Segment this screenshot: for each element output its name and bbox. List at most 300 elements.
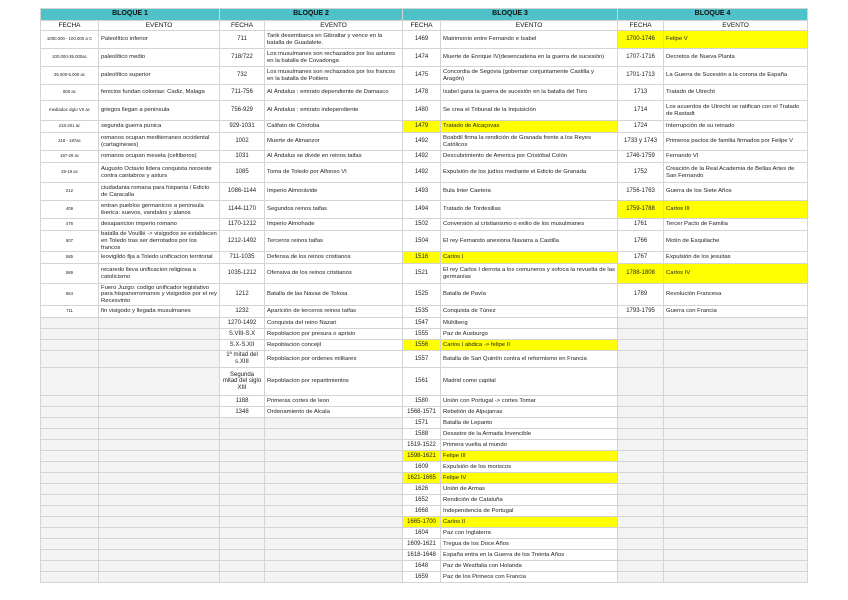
fecha-cell[interactable]: 1031 [220, 151, 265, 163]
empty-cell[interactable] [664, 440, 808, 451]
fecha-cell[interactable]: 711-1035 [220, 252, 265, 264]
fecha-cell[interactable]: 1648 [403, 561, 441, 572]
empty-cell[interactable] [618, 550, 664, 561]
empty-cell[interactable] [99, 484, 220, 495]
evento-cell[interactable]: Unión de Armas [441, 484, 618, 495]
fecha-cell[interactable]: 1086-1144 [220, 183, 265, 201]
empty-cell[interactable] [618, 484, 664, 495]
fecha-cell[interactable]: 1547 [403, 318, 441, 329]
evento-cell[interactable]: Creación de la Real Academia de Bellas Artes de San Fernando [664, 163, 808, 183]
evento-cell[interactable]: Carlos I abdica -> felipe II [441, 340, 618, 351]
evento-cell[interactable]: Bula Inter Caetera [441, 183, 618, 201]
evento-cell[interactable]: Se crea el Tribunal de la Inquisición [441, 101, 618, 121]
evento-cell[interactable]: Los musulmanes son rechazados por los francos en la batalla de Poitiers [265, 67, 403, 85]
empty-cell[interactable] [664, 484, 808, 495]
empty-cell[interactable] [618, 539, 664, 550]
empty-cell[interactable] [265, 429, 403, 440]
empty-cell[interactable] [220, 572, 265, 583]
empty-cell[interactable] [99, 561, 220, 572]
evento-cell[interactable]: leovigildo fija a Toledo unificacion territorial [99, 252, 220, 264]
empty-cell[interactable] [41, 484, 99, 495]
evento-cell[interactable]: Guerra de los Siete Años [664, 183, 808, 201]
fecha-cell[interactable]: 800 ac [41, 85, 99, 101]
empty-cell[interactable] [618, 329, 664, 340]
empty-cell[interactable] [99, 572, 220, 583]
fecha-header-2[interactable]: FECHA [220, 21, 265, 31]
empty-cell[interactable] [664, 407, 808, 418]
fecha-cell[interactable]: 1756-1763 [618, 183, 664, 201]
fecha-cell[interactable]: 218-201 ac [41, 121, 99, 133]
fecha-cell[interactable]: 654 [41, 284, 99, 306]
evento-cell[interactable]: La Guerra de Sucesión a la corona de España [664, 67, 808, 85]
empty-cell[interactable] [41, 429, 99, 440]
fecha-cell[interactable]: 1621-1665 [403, 473, 441, 484]
fecha-cell[interactable]: 1714 [618, 101, 664, 121]
evento-cell[interactable]: Los acuerdos de Utrecht se ratifican con el Tratado de Rastadt [664, 101, 808, 121]
empty-cell[interactable] [99, 517, 220, 528]
evento-cell[interactable]: Batalla de Lepanto [441, 418, 618, 429]
empty-cell[interactable] [265, 473, 403, 484]
evento-cell[interactable]: Aparición de terceros reinos taifas [265, 306, 403, 318]
empty-cell[interactable] [265, 572, 403, 583]
empty-cell[interactable] [618, 528, 664, 539]
evento-cell[interactable]: Paz de Ausburgo [441, 329, 618, 340]
empty-cell[interactable] [41, 440, 99, 451]
fecha-cell[interactable]: Segunda mitad del siglo XIII [220, 368, 265, 396]
evento-cell[interactable]: Expulsión de los jesuitas [664, 252, 808, 264]
fecha-cell[interactable]: 1788-1808 [618, 264, 664, 284]
empty-cell[interactable] [664, 473, 808, 484]
empty-cell[interactable] [265, 506, 403, 517]
fecha-cell[interactable]: 1519-1522 [403, 440, 441, 451]
fecha-header-4[interactable]: FECHA [618, 21, 664, 31]
bloque-4-header[interactable]: BLOQUE 4 [618, 9, 808, 21]
empty-cell[interactable] [265, 550, 403, 561]
empty-cell[interactable] [220, 528, 265, 539]
empty-cell[interactable] [99, 550, 220, 561]
evento-cell[interactable]: Carlos III [664, 201, 808, 219]
evento-cell[interactable]: Al Ándalus se divide en reinos taifas [265, 151, 403, 163]
empty-cell[interactable] [41, 539, 99, 550]
empty-cell[interactable] [220, 550, 265, 561]
evento-cell[interactable]: Felipe III [441, 451, 618, 462]
empty-cell[interactable] [664, 351, 808, 368]
empty-cell[interactable] [618, 396, 664, 407]
evento-cell[interactable]: Al Ándalus : emirato dependiente de Damasco [265, 85, 403, 101]
evento-cell[interactable]: Isabel gana la guerra de sucesión en la batalla del Toro [441, 85, 618, 101]
empty-cell[interactable] [265, 528, 403, 539]
fecha-cell[interactable]: 1604 [403, 528, 441, 539]
empty-cell[interactable] [220, 484, 265, 495]
evento-cell[interactable]: Motín de Esquilache [664, 231, 808, 252]
empty-cell[interactable] [664, 429, 808, 440]
evento-cell[interactable]: Defensa de los reinos cristianos [265, 252, 403, 264]
fecha-cell[interactable]: 1789 [618, 284, 664, 306]
evento-cell[interactable]: desaparicion imperio romano [99, 219, 220, 231]
fecha-cell[interactable]: 732 [220, 67, 265, 85]
empty-cell[interactable] [265, 440, 403, 451]
evento-cell[interactable]: romanos ocupan mediterraneo occidental (cartagineses) [99, 133, 220, 151]
fecha-cell[interactable]: 29-19 ac [41, 163, 99, 183]
empty-cell[interactable] [618, 506, 664, 517]
fecha-cell[interactable]: 1659 [403, 572, 441, 583]
empty-cell[interactable] [265, 561, 403, 572]
empty-cell[interactable] [41, 528, 99, 539]
evento-cell[interactable]: Al Ándalus : emirato independiente [265, 101, 403, 121]
fecha-cell[interactable]: 1571 [403, 418, 441, 429]
fecha-cell[interactable]: 711 [41, 306, 99, 318]
evento-header-2[interactable]: EVENTO [265, 21, 403, 31]
fecha-cell[interactable]: 1469 [403, 31, 441, 49]
empty-cell[interactable] [220, 506, 265, 517]
fecha-cell[interactable]: 35.000-5.000 ac [41, 67, 99, 85]
evento-cell[interactable]: Unión con Portugal -> cortes Tomar [441, 396, 618, 407]
evento-cell[interactable]: Conversión al cristianismo o exilio de los musulmanes [441, 219, 618, 231]
empty-cell[interactable] [99, 473, 220, 484]
evento-cell[interactable]: Batalla de San Quintín contra el reformismo en Francia [441, 351, 618, 368]
evento-cell[interactable]: Toma de Toledo por Alfonso VI [265, 163, 403, 183]
fecha-cell[interactable]: 1492 [403, 133, 441, 151]
fecha-cell[interactable]: 218 - 197ac [41, 133, 99, 151]
empty-cell[interactable] [618, 451, 664, 462]
fecha-cell[interactable]: 1557 [403, 351, 441, 368]
evento-cell[interactable]: Batalla de Pavía [441, 284, 618, 306]
fecha-cell[interactable]: 1665-1700 [403, 517, 441, 528]
fecha-cell[interactable]: 476 [41, 219, 99, 231]
fecha-cell[interactable]: 1478 [403, 85, 441, 101]
fecha-cell[interactable]: 1493 [403, 183, 441, 201]
empty-cell[interactable] [664, 539, 808, 550]
evento-cell[interactable]: Rendición de Cataluña [441, 495, 618, 506]
empty-cell[interactable] [41, 506, 99, 517]
empty-cell[interactable] [99, 329, 220, 340]
evento-cell[interactable]: Conquista de Túnez [441, 306, 618, 318]
fecha-cell[interactable]: 711-756 [220, 85, 265, 101]
empty-cell[interactable] [41, 495, 99, 506]
evento-cell[interactable]: Batalla de las Navas de Tolosa [265, 284, 403, 306]
evento-cell[interactable]: Tercer Pacto de Familia [664, 219, 808, 231]
empty-cell[interactable] [99, 368, 220, 396]
empty-cell[interactable] [618, 517, 664, 528]
evento-cell[interactable]: Ordenamiento de Alcala [265, 407, 403, 418]
empty-cell[interactable] [99, 407, 220, 418]
evento-cell[interactable]: Felipe V [664, 31, 808, 49]
evento-cell[interactable]: Guerra con Francia [664, 306, 808, 318]
fecha-cell[interactable]: 1752 [618, 163, 664, 183]
evento-header-3[interactable]: EVENTO [441, 21, 618, 31]
evento-cell[interactable]: Muerte de Enrique IV(desencadena en la guerra de sucesión) [441, 49, 618, 67]
fecha-cell[interactable]: 929-1031 [220, 121, 265, 133]
evento-cell[interactable]: El rey Fernando anexiona Navarra a Castilla [441, 231, 618, 252]
evento-cell[interactable]: Revolución Francesa [664, 284, 808, 306]
evento-cell[interactable]: Terceros reinos taifas [265, 231, 403, 252]
fecha-cell[interactable]: 1232 [220, 306, 265, 318]
evento-cell[interactable]: Matrimonio entre Fernando e Isabel [441, 31, 618, 49]
evento-cell[interactable]: fenicios fundan colonias: Cadiz, Malaga [99, 85, 220, 101]
evento-cell[interactable]: Desastre de la Armada Invencible [441, 429, 618, 440]
fecha-cell[interactable]: 1588 [403, 429, 441, 440]
fecha-cell[interactable]: 1502 [403, 219, 441, 231]
fecha-cell[interactable]: 1535 [403, 306, 441, 318]
fecha-cell[interactable]: 1000.000 - 100.000 a C [41, 31, 99, 49]
empty-cell[interactable] [41, 517, 99, 528]
evento-cell[interactable]: Fuero Juzgo: codigo unificador legislativo para hispanorromanos y visigodos por el rey Recesvinto [99, 284, 220, 306]
empty-cell[interactable] [664, 318, 808, 329]
fecha-cell[interactable]: 409 [41, 201, 99, 219]
empty-cell[interactable] [664, 396, 808, 407]
fecha-cell[interactable]: S.VIII-S.X [220, 329, 265, 340]
empty-cell[interactable] [99, 528, 220, 539]
evento-cell[interactable]: Primeras cortes de leon [265, 396, 403, 407]
empty-cell[interactable] [618, 407, 664, 418]
empty-cell[interactable] [41, 451, 99, 462]
fecha-cell[interactable]: 1525 [403, 284, 441, 306]
empty-cell[interactable] [664, 451, 808, 462]
fecha-cell[interactable]: 100.000-35.000ac [41, 49, 99, 67]
empty-cell[interactable] [265, 451, 403, 462]
fecha-cell[interactable]: mediados siglo VII ac [41, 101, 99, 121]
empty-cell[interactable] [618, 340, 664, 351]
fecha-cell[interactable]: 711 [220, 31, 265, 49]
fecha-cell[interactable]: 1480 [403, 101, 441, 121]
empty-cell[interactable] [220, 462, 265, 473]
empty-cell[interactable] [220, 429, 265, 440]
evento-cell[interactable]: Rebelión de Alpujarras [441, 407, 618, 418]
empty-cell[interactable] [41, 351, 99, 368]
evento-cell[interactable]: Conquista del reino Nazari [265, 318, 403, 329]
evento-cell[interactable]: Tratado de Utrecht [664, 85, 808, 101]
empty-cell[interactable] [664, 462, 808, 473]
fecha-cell[interactable]: 1144-1170 [220, 201, 265, 219]
empty-cell[interactable] [664, 506, 808, 517]
empty-cell[interactable] [41, 329, 99, 340]
empty-cell[interactable] [99, 351, 220, 368]
evento-cell[interactable]: Primera vuelta al mundo [441, 440, 618, 451]
evento-cell[interactable]: fin visigodo y llegada musulmanes [99, 306, 220, 318]
evento-cell[interactable]: Ofensiva de los reinos cristianos [265, 264, 403, 284]
empty-cell[interactable] [99, 462, 220, 473]
fecha-cell[interactable]: 1713 [618, 85, 664, 101]
fecha-cell[interactable]: 1555 [403, 329, 441, 340]
evento-cell[interactable]: romanos ocupan meseta (celtiberos) [99, 151, 220, 163]
fecha-cell[interactable]: 1700-1746 [618, 31, 664, 49]
fecha-cell[interactable]: 1474 [403, 49, 441, 67]
empty-cell[interactable] [664, 561, 808, 572]
fecha-header-1[interactable]: FECHA [41, 21, 99, 31]
empty-cell[interactable] [618, 418, 664, 429]
fecha-cell[interactable]: 1492 [403, 163, 441, 183]
fecha-cell[interactable]: 1521 [403, 264, 441, 284]
evento-cell[interactable]: Muerte de Almanzor [265, 133, 403, 151]
empty-cell[interactable] [664, 418, 808, 429]
empty-cell[interactable] [618, 440, 664, 451]
empty-cell[interactable] [664, 495, 808, 506]
empty-cell[interactable] [41, 572, 99, 583]
fecha-cell[interactable]: 589 [41, 264, 99, 284]
empty-cell[interactable] [618, 572, 664, 583]
evento-cell[interactable]: Primeros pactos de familia firmados por Felipe V [664, 133, 808, 151]
evento-cell[interactable]: Carlos I [441, 252, 618, 264]
empty-cell[interactable] [99, 539, 220, 550]
fecha-cell[interactable]: 1733 y 1743 [618, 133, 664, 151]
fecha-cell[interactable]: 1494 [403, 201, 441, 219]
evento-cell[interactable]: ciudadania romana para hispania / Edicto de Caracalla [99, 183, 220, 201]
empty-cell[interactable] [265, 462, 403, 473]
empty-cell[interactable] [265, 484, 403, 495]
empty-cell[interactable] [618, 473, 664, 484]
evento-header-4[interactable]: EVENTO [664, 21, 808, 31]
empty-cell[interactable] [99, 418, 220, 429]
empty-cell[interactable] [265, 418, 403, 429]
empty-cell[interactable] [220, 561, 265, 572]
empty-cell[interactable] [220, 418, 265, 429]
empty-cell[interactable] [41, 368, 99, 396]
fecha-cell[interactable]: 718/722 [220, 49, 265, 67]
evento-cell[interactable]: Independencia de Portugal [441, 506, 618, 517]
empty-cell[interactable] [41, 561, 99, 572]
evento-cell[interactable]: entran pueblos germanicos a peninsula iberica: suevos, vandalos y alanos [99, 201, 220, 219]
evento-cell[interactable]: Interrupción de su reinado [664, 121, 808, 133]
evento-cell[interactable]: Segundos reinos taifas [265, 201, 403, 219]
empty-cell[interactable] [220, 517, 265, 528]
empty-cell[interactable] [220, 539, 265, 550]
evento-cell[interactable]: Repoblacion por ordenes militares [265, 351, 403, 368]
fecha-cell[interactable]: 585 [41, 252, 99, 264]
empty-cell[interactable] [664, 517, 808, 528]
fecha-cell[interactable]: 1668 [403, 506, 441, 517]
fecha-cell[interactable]: 1793-1795 [618, 306, 664, 318]
fecha-cell[interactable]: 1609-1621 [403, 539, 441, 550]
fecha-cell[interactable]: 1479 [403, 121, 441, 133]
fecha-cell[interactable]: 197-29 ac [41, 151, 99, 163]
empty-cell[interactable] [618, 351, 664, 368]
evento-cell[interactable]: Tarik desembarca en Gibraltar y vence en la batalla de Guadalete. [265, 31, 403, 49]
evento-cell[interactable]: España entra en la Guerra de los Treinta Años [441, 550, 618, 561]
bloque-3-header[interactable]: BLOQUE 3 [403, 9, 618, 21]
evento-cell[interactable]: Tratado de Alcaçovas [441, 121, 618, 133]
fecha-cell[interactable]: 1766 [618, 231, 664, 252]
evento-cell[interactable]: Concordia de Segovia (gobernar conjuntamente Castilla y Aragón) [441, 67, 618, 85]
fecha-cell[interactable]: 1568-1571 [403, 407, 441, 418]
fecha-cell[interactable]: 1348 [220, 407, 265, 418]
fecha-cell[interactable]: 1492 [403, 151, 441, 163]
empty-cell[interactable] [664, 340, 808, 351]
empty-cell[interactable] [99, 440, 220, 451]
empty-cell[interactable] [41, 418, 99, 429]
fecha-cell[interactable]: 1626 [403, 484, 441, 495]
evento-cell[interactable]: paleolítico medio [99, 49, 220, 67]
fecha-cell[interactable]: 1746-1759 [618, 151, 664, 163]
evento-cell[interactable]: Paz de los Pirineos con Francia [441, 572, 618, 583]
empty-cell[interactable] [99, 318, 220, 329]
fecha-cell[interactable]: 212 [41, 183, 99, 201]
fecha-cell[interactable]: 1652 [403, 495, 441, 506]
evento-cell[interactable]: Fernando VI [664, 151, 808, 163]
fecha-cell[interactable]: 1516 [403, 252, 441, 264]
empty-cell[interactable] [618, 368, 664, 396]
evento-cell[interactable]: Repoblacion por repartimientos [265, 368, 403, 396]
fecha-cell[interactable]: 507 [41, 231, 99, 252]
evento-cell[interactable]: Descubrimiento de America por Cristóbal Colón [441, 151, 618, 163]
evento-cell[interactable]: El rey Carlos I derrota a los comuneros y sofoca la revuelta de las germanías [441, 264, 618, 284]
evento-cell[interactable]: Expulsión de los judíos mediante el Edicto de Granada [441, 163, 618, 183]
evento-cell[interactable]: Los musulmanes son rechazados por los astures en la batalla de Covadonga [265, 49, 403, 67]
evento-cell[interactable]: Decretos de Nueva Planta [664, 49, 808, 67]
empty-cell[interactable] [41, 407, 99, 418]
fecha-cell[interactable]: 1504 [403, 231, 441, 252]
fecha-cell[interactable]: 1707-1716 [618, 49, 664, 67]
fecha-cell[interactable]: 1170-1212 [220, 219, 265, 231]
evento-cell[interactable]: recaredo lleva unificacion religiosa a catolicismo [99, 264, 220, 284]
evento-cell[interactable]: Carlos IV [664, 264, 808, 284]
empty-cell[interactable] [41, 550, 99, 561]
evento-cell[interactable]: Repoblacion por presura o aprisio [265, 329, 403, 340]
fecha-cell[interactable]: 1002 [220, 133, 265, 151]
fecha-header-3[interactable]: FECHA [403, 21, 441, 31]
empty-cell[interactable] [664, 368, 808, 396]
evento-cell[interactable]: Paleolítico inferior [99, 31, 220, 49]
evento-cell[interactable]: Mühlberg [441, 318, 618, 329]
evento-cell[interactable]: Expulsión de los moriscos [441, 462, 618, 473]
empty-cell[interactable] [618, 429, 664, 440]
fecha-cell[interactable]: 1ª mitad del s.XIII [220, 351, 265, 368]
empty-cell[interactable] [220, 495, 265, 506]
empty-cell[interactable] [99, 340, 220, 351]
empty-cell[interactable] [220, 473, 265, 484]
evento-cell[interactable]: batalla de Vouillé -> visigodos se establecen en Toledo tras ser derrotados por los francos [99, 231, 220, 252]
empty-cell[interactable] [99, 396, 220, 407]
empty-cell[interactable] [618, 495, 664, 506]
empty-cell[interactable] [664, 329, 808, 340]
empty-cell[interactable] [220, 440, 265, 451]
empty-cell[interactable] [265, 517, 403, 528]
empty-cell[interactable] [618, 318, 664, 329]
bloque-1-header[interactable]: BLOQUE 1 [41, 9, 220, 21]
empty-cell[interactable] [41, 473, 99, 484]
fecha-cell[interactable]: 756-929 [220, 101, 265, 121]
fecha-cell[interactable]: 1475 [403, 67, 441, 85]
fecha-cell[interactable]: 1724 [618, 121, 664, 133]
fecha-cell[interactable]: 1761 [618, 219, 664, 231]
fecha-cell[interactable]: 1270-1492 [220, 318, 265, 329]
evento-cell[interactable]: Califato de Córdoba [265, 121, 403, 133]
fecha-cell[interactable]: 1759-1788 [618, 201, 664, 219]
evento-cell[interactable]: Paz de Westfalia con Holanda [441, 561, 618, 572]
empty-cell[interactable] [99, 429, 220, 440]
fecha-cell[interactable]: 1556 [403, 340, 441, 351]
fecha-cell[interactable]: 1618-1648 [403, 550, 441, 561]
empty-cell[interactable] [618, 561, 664, 572]
evento-cell[interactable]: segunda guerra punica [99, 121, 220, 133]
fecha-cell[interactable]: 1767 [618, 252, 664, 264]
fecha-cell[interactable]: 1085 [220, 163, 265, 183]
empty-cell[interactable] [220, 451, 265, 462]
empty-cell[interactable] [41, 396, 99, 407]
fecha-cell[interactable]: 1188 [220, 396, 265, 407]
fecha-cell[interactable]: 1212-1492 [220, 231, 265, 252]
empty-cell[interactable] [99, 495, 220, 506]
evento-cell[interactable]: Madrid como capital [441, 368, 618, 396]
empty-cell[interactable] [99, 506, 220, 517]
fecha-cell[interactable]: S.X-S.XII [220, 340, 265, 351]
empty-cell[interactable] [265, 539, 403, 550]
empty-cell[interactable] [41, 462, 99, 473]
fecha-cell[interactable]: 1212 [220, 284, 265, 306]
empty-cell[interactable] [41, 318, 99, 329]
evento-cell[interactable]: Imperio Almohade [265, 219, 403, 231]
evento-cell[interactable]: Tregua de los Doce Años [441, 539, 618, 550]
fecha-cell[interactable]: 1561 [403, 368, 441, 396]
